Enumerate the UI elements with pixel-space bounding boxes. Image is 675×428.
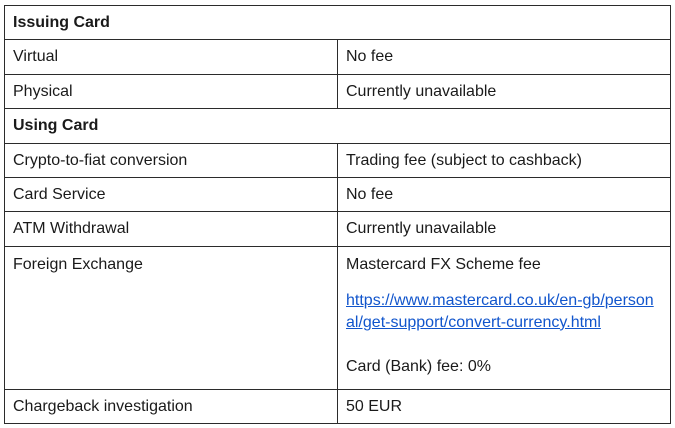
row-label: Crypto-to-fiat conversion — [5, 143, 338, 177]
row-label: Virtual — [5, 40, 338, 74]
row-value: Currently unavailable — [338, 74, 671, 108]
row-value: 50 EUR — [338, 389, 671, 423]
table-row-foreign-exchange — [5, 246, 671, 389]
section-header-using — [5, 109, 671, 143]
row-label: Foreign Exchange — [5, 246, 338, 389]
row-value: No fee — [338, 177, 671, 211]
section-title: Using Card — [5, 109, 671, 143]
section-title: Issuing Card — [5, 6, 671, 40]
fx-bank-fee: Card (Bank) fee: 0% — [346, 357, 491, 375]
table-row — [5, 212, 671, 246]
table-row — [5, 74, 671, 108]
row-label: Chargeback investigation — [5, 389, 338, 423]
table-row — [5, 389, 671, 423]
row-label: Card Service — [5, 177, 338, 211]
row-label: ATM Withdrawal — [5, 212, 338, 246]
row-value: Currently unavailable — [338, 212, 671, 246]
fee-table — [4, 5, 671, 424]
fx-scheme-fee: Mastercard FX Scheme fee — [346, 255, 541, 273]
fx-value-cell — [338, 246, 671, 389]
table-row — [5, 177, 671, 211]
table-row — [5, 143, 671, 177]
mastercard-fx-link[interactable]: https://www.mastercard.co.uk/en-gb/personal/get-support/convert-currency.html — [346, 291, 654, 331]
row-label: Physical — [5, 74, 338, 108]
section-header-issuing — [5, 6, 671, 40]
row-value: Trading fee (subject to cashback) — [338, 143, 671, 177]
row-value: No fee — [338, 40, 671, 74]
table-row — [5, 40, 671, 74]
